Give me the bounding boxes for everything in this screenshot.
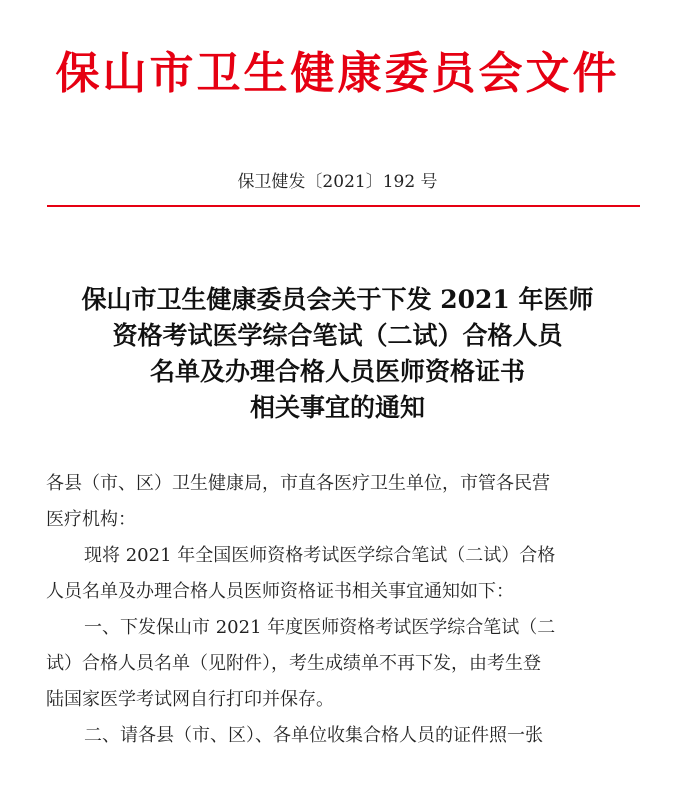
recipient-line: 医疗机构： — [46, 509, 136, 530]
red-divider-line — [47, 205, 640, 207]
title-line: 资格考试医学综合笔试（二试）合格人员 — [112, 321, 563, 350]
body-line: 现将 2021 年全国医师资格考试医学综合笔试（二试）合格 — [84, 545, 556, 566]
notice-title — [0, 282, 675, 426]
body-line: 陆国家医学考试网自行打印并保存。 — [46, 689, 334, 710]
body-line: 二、请各县（市、区）、各单位收集合格人员的证件照一张 — [84, 725, 543, 746]
body-line: 人员名单及办理合格人员医师资格证书相关事宜通知如下： — [46, 581, 514, 602]
title-line: 名单及办理合格人员医师资格证书 — [149, 357, 525, 386]
notice-body — [46, 466, 636, 754]
recipient-line: 各县（市、区）卫生健康局，市直各医疗卫生单位，市管各民营 — [46, 473, 550, 494]
title-line: 保山市卫生健康委员会关于下发 2021 年医师 — [81, 285, 594, 314]
title-line: 相关事宜的通知 — [249, 393, 425, 422]
document-number: 保卫健发〔2021〕192 号 — [237, 172, 438, 192]
issuer-masthead: 保山市卫生健康委员会文件 — [55, 48, 620, 99]
body-line: 试）合格人员名单（见附件），考生成绩单不再下发，由考生登 — [46, 653, 541, 674]
body-line: 一、下发保山市 2021 年度医师资格考试医学综合笔试（二 — [84, 617, 556, 638]
